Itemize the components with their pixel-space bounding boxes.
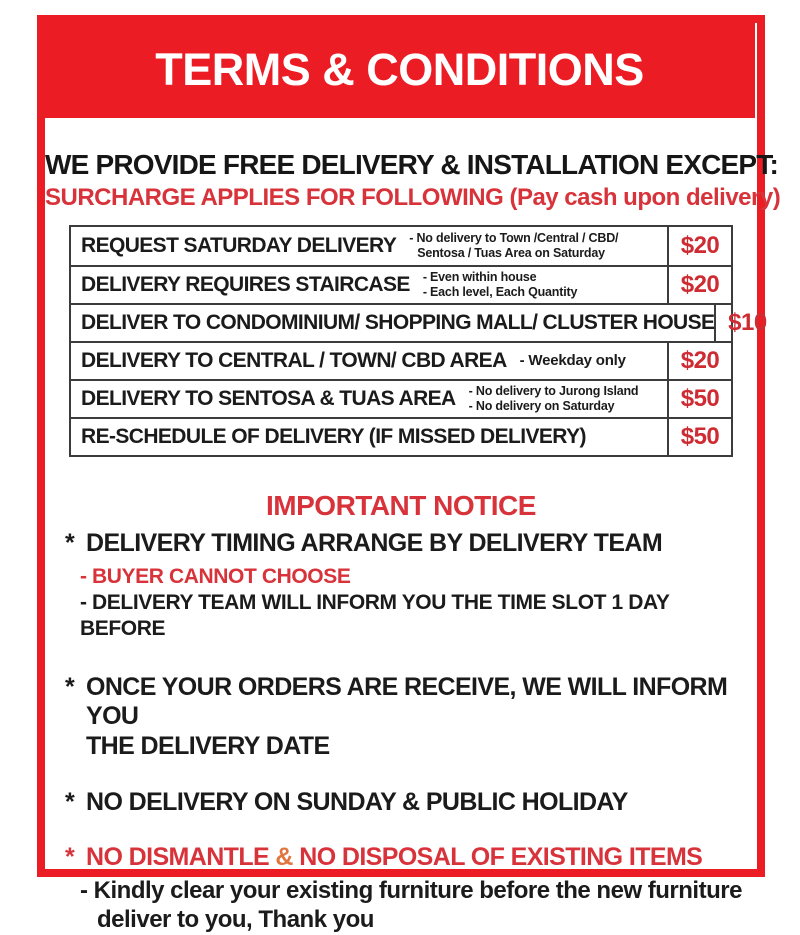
fee-amount: $20 (680, 347, 720, 374)
row-main (71, 305, 714, 341)
service-name: RE-SCHEDULE OF DELIVERY (IF MISSED DELIVERY) (81, 425, 586, 448)
fee-amount: $10 (728, 309, 767, 336)
subitem-buyer-cannot-choose: - BUYER CANNOT CHOOSE (80, 564, 351, 588)
row-main (71, 227, 667, 265)
notice-text-part: NO DISPOSAL OF EXISTING ITEMS (292, 842, 703, 871)
note-line: - No delivery on Saturday (468, 399, 615, 413)
notice-text-part: NO DISMANTLE (86, 842, 276, 871)
table-row-reschedule (71, 417, 731, 455)
table-row-condominium (71, 303, 767, 341)
fee-amount: $50 (680, 385, 720, 412)
notice-item-text: DELIVERY TIMING ARRANGE BY DELIVERY TEAM (86, 529, 663, 557)
service-note (469, 384, 639, 414)
table-row-saturday-delivery (71, 227, 731, 265)
note-line: - No delivery to Jurong Island (468, 384, 639, 398)
notice-list (65, 529, 747, 935)
notice-line: THE DELIVERY DATE (86, 731, 330, 760)
service-name: DELIVERY TO CENTRAL / TOWN/ CBD AREA (81, 349, 507, 372)
notice-item-text: NO DELIVERY ON SUNDAY & PUBLIC HOLIDAY (86, 788, 628, 817)
notice-item-text (86, 673, 747, 762)
fee-cell (667, 419, 731, 455)
fee-cell (714, 305, 778, 341)
notice-line: - Kindly clear your existing furniture before the new furniture (80, 877, 742, 905)
notice-item-no-sunday-delivery (65, 788, 747, 818)
notice-line: deliver to you, Thank you (97, 906, 374, 934)
table-row-staircase (71, 265, 731, 303)
service-note (520, 352, 626, 370)
asterisk-bullet: * (65, 842, 75, 871)
fee-amount: $20 (680, 232, 720, 259)
table-row-sentosa-tuas (71, 379, 731, 417)
header-band (44, 22, 755, 118)
service-name: DELIVERY REQUIRES STAIRCASE (81, 273, 410, 296)
surcharge-table (69, 225, 767, 457)
ampersand-accent: & (275, 842, 293, 871)
notice-line: ONCE YOUR ORDERS ARE RECEIVE, WE WILL INFORM YOU (86, 672, 728, 731)
free-delivery-statement: WE PROVIDE FREE DELIVERY & INSTALLATION EXCEPT: (45, 149, 778, 180)
notice-item-text (86, 843, 747, 873)
table-row-central-town-cbd (71, 341, 731, 379)
page-title: TERMS & CONDITIONS (155, 44, 644, 95)
note-line: - Weekday only (519, 352, 626, 369)
asterisk-bullet: * (65, 788, 75, 817)
fee-cell (667, 267, 731, 303)
fee-amount: $20 (680, 271, 720, 298)
notice-subitems (80, 564, 747, 642)
service-note (423, 270, 577, 300)
asterisk-bullet: * (65, 672, 75, 701)
service-name: DELIVERY TO SENTOSA & TUAS AREA (81, 387, 456, 410)
note-line: - Even within house (422, 270, 537, 284)
notice-item-orders-receive (65, 673, 747, 762)
fee-amount: $50 (680, 423, 720, 450)
note-line: Sentosa / Tuas Area on Saturday (417, 246, 605, 260)
row-main (71, 419, 667, 455)
subitem-kindly-clear (80, 876, 747, 935)
fee-cell (667, 227, 731, 265)
red-frame (37, 15, 781, 934)
service-note (409, 231, 618, 261)
surcharge-statement: SURCHARGE APPLIES FOR FOLLOWING (Pay cash upon delivery) (45, 184, 781, 211)
note-line: - No delivery to Town /Central / CBD/ (409, 231, 619, 245)
fee-cell (667, 381, 731, 417)
row-main (71, 343, 667, 379)
service-name: DELIVER TO CONDOMINIUM/ SHOPPING MALL/ CLUSTER HOUSE (81, 311, 715, 334)
fee-cell (667, 343, 731, 379)
important-notice-title: IMPORTANT NOTICE (266, 490, 536, 521)
notice-item-delivery-timing (65, 529, 747, 559)
service-name: REQUEST SATURDAY DELIVERY (81, 234, 397, 257)
asterisk-bullet: * (65, 529, 75, 557)
note-line: - Each level, Each Quantity (422, 285, 578, 299)
row-main (71, 267, 667, 303)
row-main (71, 381, 667, 417)
notice-item-no-dismantle (65, 843, 747, 873)
subitem-time-slot-info: - DELIVERY TEAM WILL INFORM YOU THE TIME SLOT 1 DAY BEFORE (80, 590, 670, 640)
